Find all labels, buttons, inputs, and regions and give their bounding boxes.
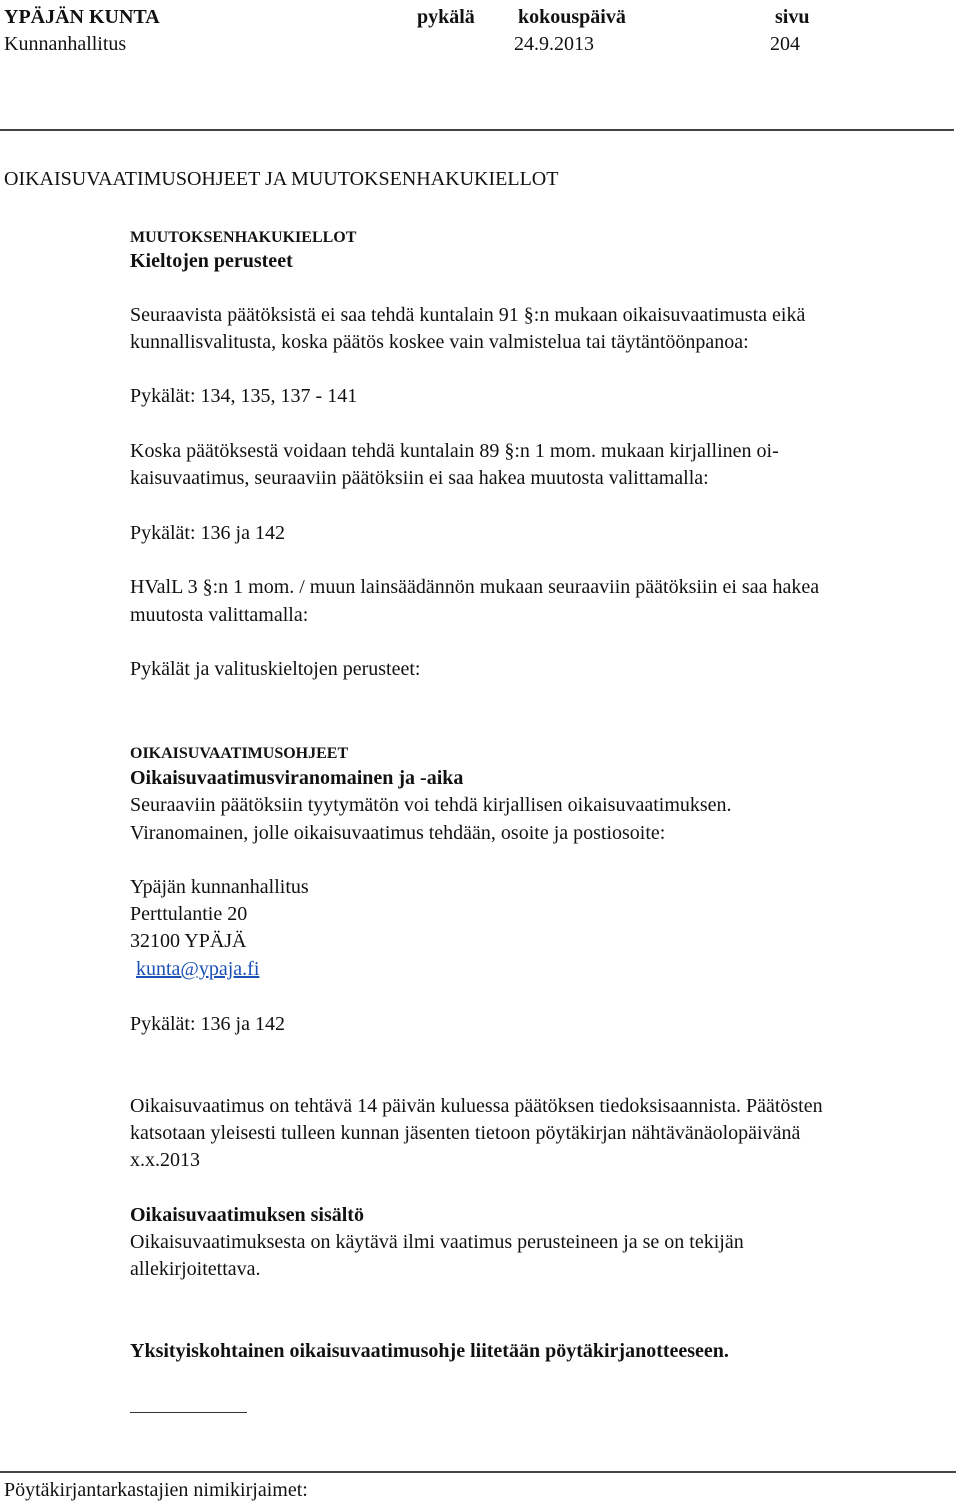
footer-divider — [0, 1471, 956, 1473]
email-link[interactable]: kunta@ypaja.fi — [136, 958, 260, 980]
instructions-subheading: Oikaisuvaatimusviranomainen ja -aika — [130, 767, 464, 789]
content-line: Oikaisuvaatimuksesta on käytävä ilmi vaatimus perusteineen ja se on tekijän — [130, 1231, 744, 1253]
sections-list: Pykälät: 136 ja 142 — [130, 522, 285, 544]
prohibitions-paragraph-line: kaisuvaatimus, seuraaviin päätöksiin ei saa hakea muutosta valittamalla: — [130, 467, 709, 489]
appendix-notice: Yksityiskohtainen oikaisuvaatimusohje liitetään pöytäkirjanotteeseen. — [130, 1340, 729, 1362]
page-title: OIKAISUVAATIMUSOHJEET JA MUUTOKSENHAKUKIELLOT — [4, 168, 559, 190]
sections-list: Pykälät: 136 ja 142 — [130, 1013, 285, 1035]
initials-label: Pöytäkirjantarkastajien nimikirjaimet: — [4, 1479, 308, 1501]
sections-list: Pykälät ja valituskieltojen perusteet: — [130, 658, 421, 680]
instructions-line: Viranomainen, jolle oikaisuvaatimus tehdään, osoite ja postiosoite: — [130, 822, 666, 844]
prohibitions-paragraph-line: Koska päätöksestä voidaan tehdä kuntalain 89 §:n 1 mom. mukaan kirjallinen oi- — [130, 440, 779, 462]
prohibitions-paragraph-line: Seuraavista päätöksistä ei saa tehdä kuntalain 91 §:n mukaan oikaisuvaatimusta eikä — [130, 304, 806, 326]
header-col-date: kokouspäivä — [518, 6, 626, 28]
header-col-page: sivu — [775, 6, 810, 28]
address-street: Perttulantie 20 — [130, 903, 248, 925]
header-divider — [0, 129, 954, 131]
address-name: Ypäjän kunnanhallitus — [130, 876, 309, 898]
address-postal: 32100 YPÄJÄ — [130, 930, 247, 952]
content-line: allekirjoitettava. — [130, 1258, 261, 1280]
meeting-date: 24.9.2013 — [514, 33, 594, 55]
municipality-name: YPÄJÄN KUNTA — [4, 6, 160, 28]
deadline-line: katsotaan yleisesti tulleen kunnan jäsenten tietoon pöytäkirjan nähtävänäolopäivänä — [130, 1122, 801, 1144]
sections-list: Pykälät: 134, 135, 137 - 141 — [130, 385, 358, 407]
prohibitions-paragraph-line: muutosta valittamalla: — [130, 604, 309, 626]
prohibitions-heading: MUUTOKSENHAKUKIELLOT — [130, 229, 357, 246]
prohibitions-paragraph-line: HValL 3 §:n 1 mom. / muun lainsäädännön mukaan seuraaviin päätöksiin ei saa hakea — [130, 576, 820, 598]
board-name: Kunnanhallitus — [4, 33, 127, 55]
page-number: 204 — [770, 33, 800, 55]
content-heading: Oikaisuvaatimuksen sisältö — [130, 1204, 364, 1226]
instructions-heading: OIKAISUVAATIMUSOHJEET — [130, 745, 349, 762]
header-col-section: pykälä — [417, 6, 475, 28]
signature-line — [130, 1412, 247, 1413]
instructions-line: Seuraaviin päätöksiin tyytymätön voi tehdä kirjallisen oikaisuvaatimuksen. — [130, 794, 732, 816]
deadline-line: Oikaisuvaatimus on tehtävä 14 päivän kuluessa päätöksen tiedoksisaannista. Päätösten — [130, 1095, 823, 1117]
deadline-line: x.x.2013 — [130, 1149, 200, 1171]
prohibitions-paragraph-line: kunnallisvalitusta, koska päätös koskee vain valmistelua tai täytäntöönpanoa: — [130, 331, 749, 353]
prohibitions-subheading: Kieltojen perusteet — [130, 250, 293, 272]
